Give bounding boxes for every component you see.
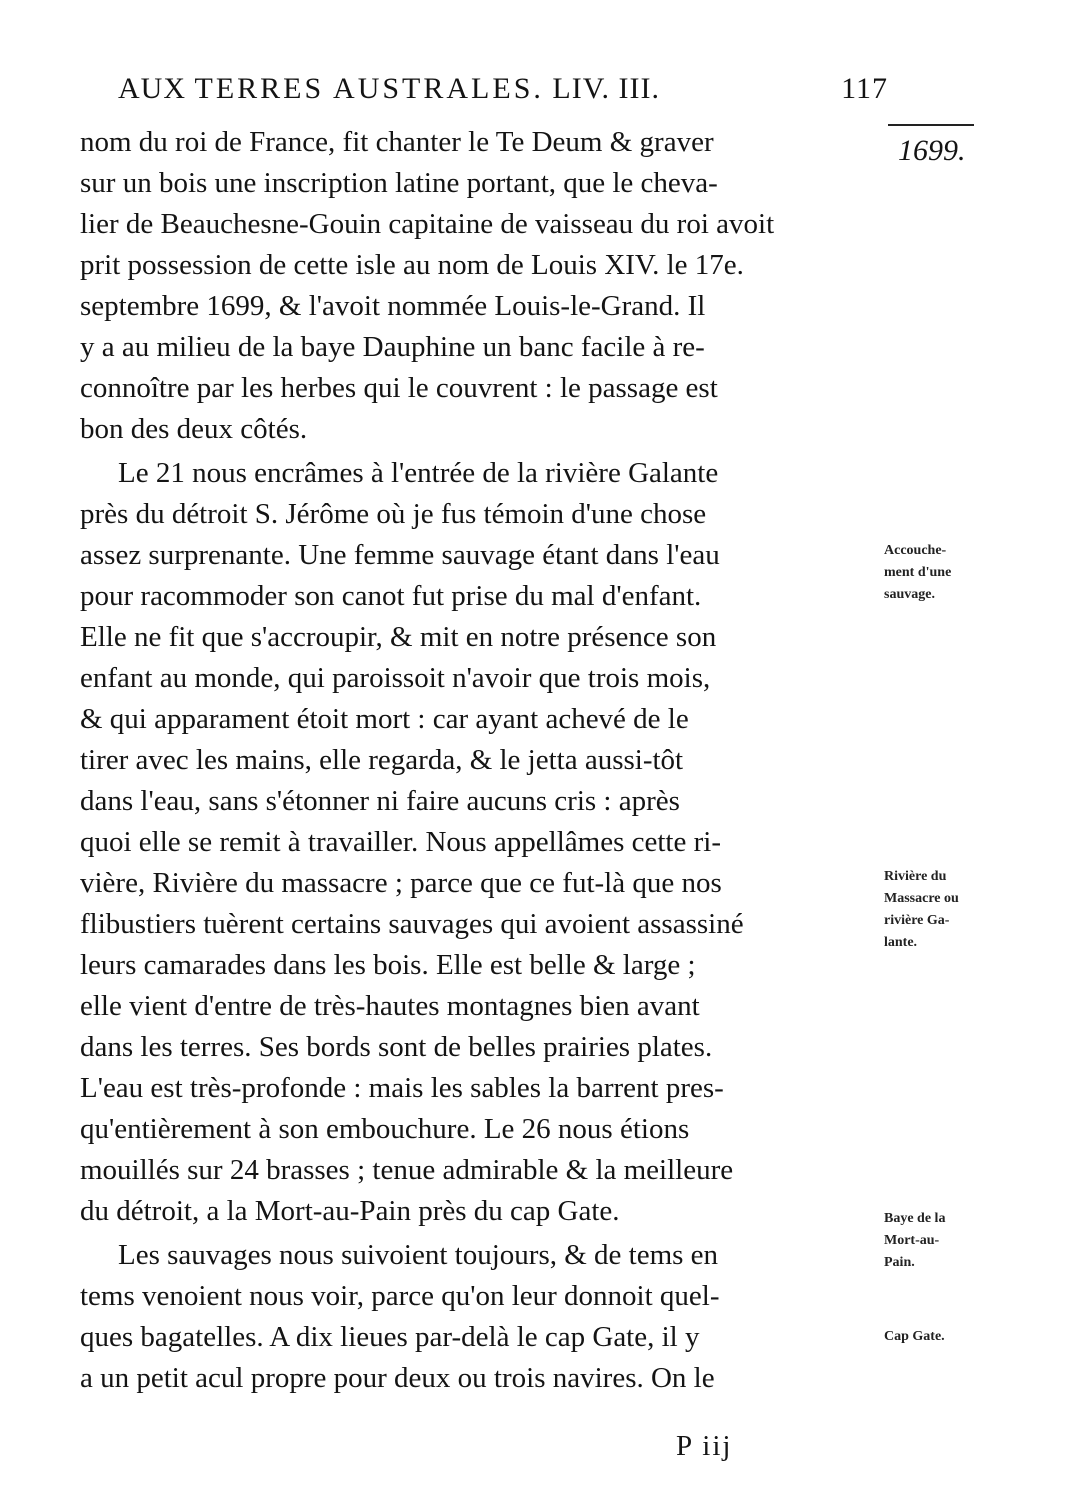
body-line: quoi elle se remit à travailler. Nous appellâmes cette ri- (80, 826, 721, 858)
body-line: Les sauvages nous suivoient toujours, & de tems en (118, 1239, 719, 1271)
body-line: du détroit, a la Mort-au-Pain près du cap Gate. (80, 1195, 620, 1227)
signature-mark: P iij (676, 1430, 733, 1462)
body-line: nom du roi de France, fit chanter le Te Deum & graver (80, 126, 714, 158)
body-line: assez surprenante. Une femme sauvage étant dans l'eau (80, 539, 720, 571)
page-number: 117 (841, 72, 888, 105)
body-line: ques bagatelles. A dix lieues par-delà le cap Gate, il y (80, 1321, 700, 1353)
body-line: qu'entièrement à son embouchure. Le 26 nous étions (80, 1113, 690, 1145)
margin-note-riviere (884, 866, 994, 954)
body-line: lier de Beauchesne-Gouin capitaine de vaisseau du roi avoit (80, 208, 775, 240)
body-line: Le 21 nous encrâmes à l'entrée de la rivière Galante (118, 457, 719, 489)
margin-year: 1699. (898, 134, 966, 167)
body-line: vière, Rivière du massacre ; parce que ce fut-là que nos (80, 867, 722, 899)
body-line: prit possession de cette isle au nom de Louis XIV. le 17e. (80, 249, 744, 281)
body-line: elle vient d'entre de très-hautes montagnes bien avant (80, 990, 700, 1022)
body-line: connoître par les herbes qui le couvrent : le passage est (80, 372, 718, 404)
margin-note-line: Massacre ou (884, 891, 959, 906)
body-line: tirer avec les mains, elle regarda, & le jetta aussi-tôt (80, 744, 684, 776)
body-line: y a au milieu de la baye Dauphine un banc facile à re- (80, 331, 705, 363)
body-line: Elle ne fit que s'accroupir, & mit en notre présence son (80, 621, 717, 653)
margin-note-line: ment d'une (884, 565, 952, 580)
body-line: sur un bois une inscription latine portant, que le cheva- (80, 167, 718, 199)
body-line: a un petit acul propre pour deux ou trois navires. On le (80, 1362, 715, 1394)
margin-note-accouchement (884, 540, 994, 606)
body-line: près du détroit S. Jérôme où je fus témoin d'une chose (80, 498, 707, 530)
margin-note-line: Rivière du (884, 869, 947, 884)
body-line: bon des deux côtés. (80, 413, 308, 445)
body-line: L'eau est très-profonde : mais les sables la barrent pres- (80, 1072, 724, 1104)
running-header (118, 72, 888, 116)
margin-note-cap-gate (884, 1326, 994, 1348)
header-prefix: AUX (118, 72, 186, 105)
body-line: dans les terres. Ses bords sont de belles prairies plates. (80, 1031, 713, 1063)
body-line: mouillés sur 24 brasses ; tenue admirable & la meilleure (80, 1154, 734, 1186)
body-line: dans l'eau, sans s'étonner ni faire aucuns cris : après (80, 785, 680, 817)
body-line: leurs camarades dans les bois. Elle est belle & large ; (80, 949, 696, 981)
margin-note-line: sauvage. (884, 587, 935, 602)
body-line: septembre 1699, & l'avoit nommée Louis-le-Grand. Il (80, 290, 706, 322)
margin-note-line: Accouche- (884, 543, 947, 558)
body-line: & qui apparament étoit mort : car ayant achevé de le (80, 703, 689, 735)
body-line: enfant au monde, qui paroissoit n'avoir que trois mois, (80, 662, 711, 694)
header-title: TERRES AUSTRALES. (194, 72, 544, 105)
margin-note-line: Mort-au- (884, 1233, 940, 1248)
margin-note-baye (884, 1208, 994, 1274)
body-line: tems venoient nous voir, parce qu'on leur donnoit quel- (80, 1280, 720, 1312)
body-line: flibustiers tuèrent certains sauvages qui avoient assassiné (80, 908, 744, 940)
margin-note-line: rivière Ga- (884, 913, 950, 928)
header-book: LIV. III. (552, 72, 660, 105)
margin-note-line: Baye de la (884, 1211, 946, 1226)
body-line: pour racommoder son canot fut prise du mal d'enfant. (80, 580, 702, 612)
year-rule (888, 124, 974, 126)
margin-note-line: Cap Gate. (884, 1329, 945, 1344)
margin-note-line: Pain. (884, 1255, 915, 1270)
margin-note-line: lante. (884, 935, 918, 950)
